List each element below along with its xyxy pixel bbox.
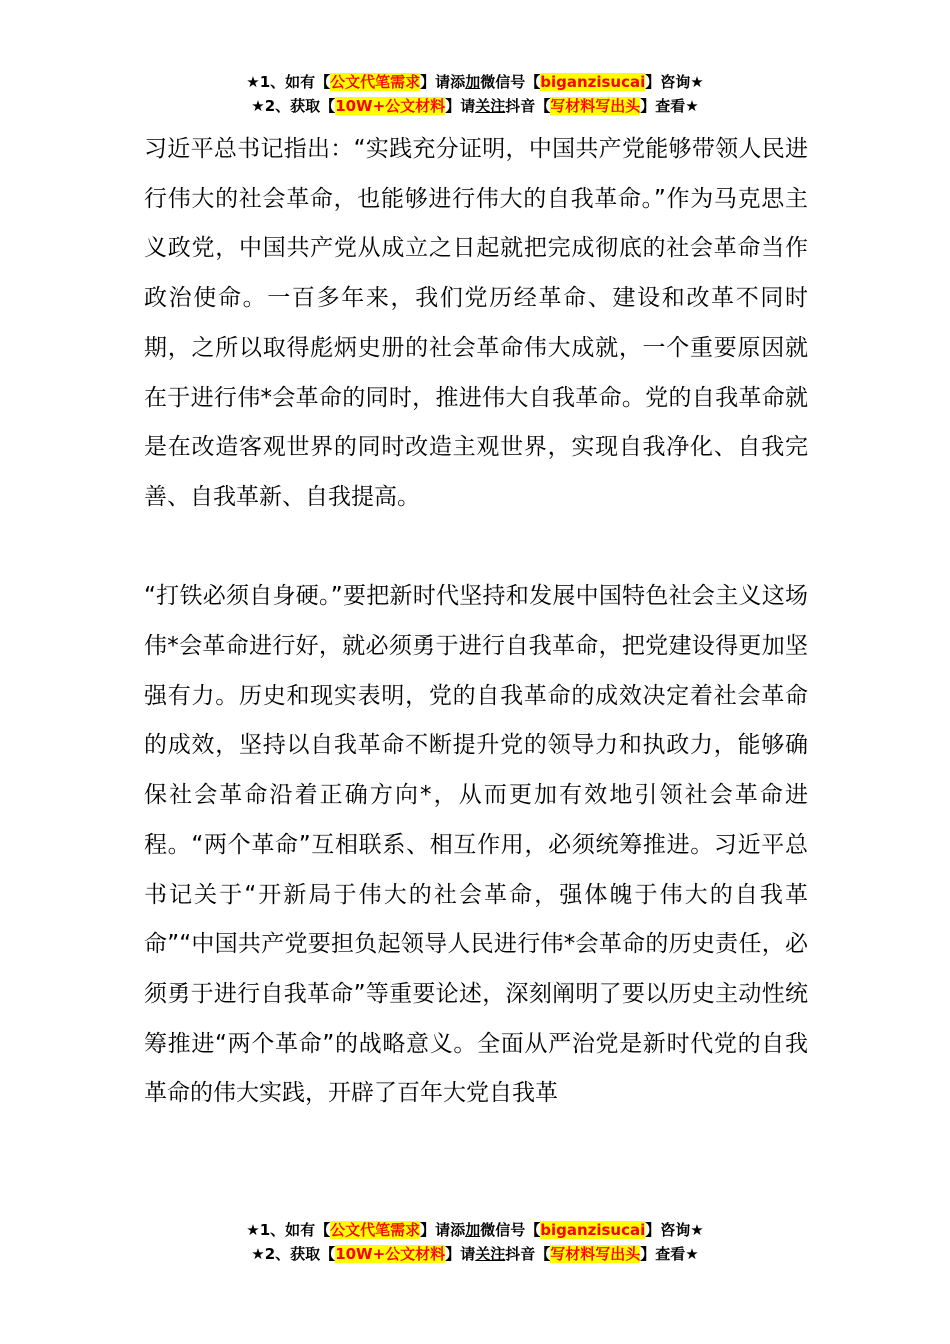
promo-underlined-text: 加	[465, 1221, 481, 1239]
promo-highlight-wechat-id: biganzisucai	[540, 73, 646, 91]
header-promo-line-2	[0, 94, 950, 118]
promo-highlight-materials: 10W+公文材料	[335, 97, 446, 115]
promo-highlight-service: 公文代笔需求	[330, 1221, 421, 1239]
promo-underlined-text: 关注	[475, 97, 506, 115]
promo-highlight-service: 公文代笔需求	[330, 73, 421, 91]
body-paragraph-2: “打铁必须自身硬。”要把新时代坚持和发展中国特色社会主义这场伟*会革命进行好，就必须勇于进行自我革命，把党建设得更加坚强有力。历史和现实表明，党的自我革命的成效决定着社会革命的成效，坚持以自我革命不断提升党的领导力和执政力，能够确保社会革命沿着正确方向*，从而更加有效地引领社会革命进程。“两个革命”互相联系、相互作用，必须统筹推进。习近平总书记关于“开新局于伟大的社会革命，强体魄于伟大的自我革命”“中国共产党要担负起领导人民进行伟*会革命的历史责任，必须勇于进行自我革命”等重要论述，深刻阐明了要以历史主动性统筹推进“两个革命”的战略意义。全面从严治党是新时代党的自我革命的伟大实践，开辟了百年大党自我革	[144, 583, 808, 1107]
promo-underlined-text: 关注	[475, 1245, 506, 1263]
promo-text: 】咨询★	[645, 73, 704, 91]
promo-text: 】请添	[420, 73, 466, 91]
paragraph-spacer	[144, 523, 808, 573]
promo-text: 抖音【	[505, 1245, 551, 1263]
promo-text: 】查看★	[640, 97, 699, 115]
promo-text: 微信号【	[480, 1221, 541, 1239]
promo-text: 微信号【	[480, 73, 541, 91]
promo-text: 抖音【	[505, 97, 551, 115]
promo-text: 】请	[445, 1245, 476, 1263]
promo-text: 】查看★	[640, 1245, 699, 1263]
promo-text: ★2、获取【	[251, 1245, 336, 1263]
header-promo-banner	[0, 70, 950, 118]
footer-promo-line-1	[0, 1218, 950, 1242]
promo-text: 】咨询★	[645, 1221, 704, 1239]
footer-promo-line-2	[0, 1242, 950, 1266]
promo-highlight-douyin-account: 写材料写出头	[550, 1245, 641, 1263]
body-paragraph-1: 习近平总书记指出：“实践充分证明，中国共产党能够带领人民进行伟大的社会革命，也能够进行伟大的自我革命。”作为马克思主义政党，中国共产党从成立之日起就把完成彻底的社会革命当作政治使命。一百多年来，我们党历经革命、建设和改革不同时期，之所以取得彪炳史册的社会革命伟大成就，一个重要原因就在于进行伟*会革命的同时，推进伟大自我革命。党的自我革命就是在改造客观世界的同时改造主观世界，实现自我净化、自我完善、自我革新、自我提高。	[144, 136, 808, 510]
footer-promo-banner	[0, 1218, 950, 1266]
promo-text: ★1、如有【	[246, 1221, 331, 1239]
document-body	[144, 125, 808, 1119]
promo-highlight-douyin-account: 写材料写出头	[550, 97, 641, 115]
promo-underlined-text: 加	[465, 73, 481, 91]
promo-text: ★2、获取【	[251, 97, 336, 115]
promo-text: ★1、如有【	[246, 73, 331, 91]
promo-highlight-wechat-id: biganzisucai	[540, 1221, 646, 1239]
promo-text: 】请	[445, 97, 476, 115]
promo-highlight-materials: 10W+公文材料	[335, 1245, 446, 1263]
header-promo-line-1	[0, 70, 950, 94]
promo-text: 】请添	[420, 1221, 466, 1239]
